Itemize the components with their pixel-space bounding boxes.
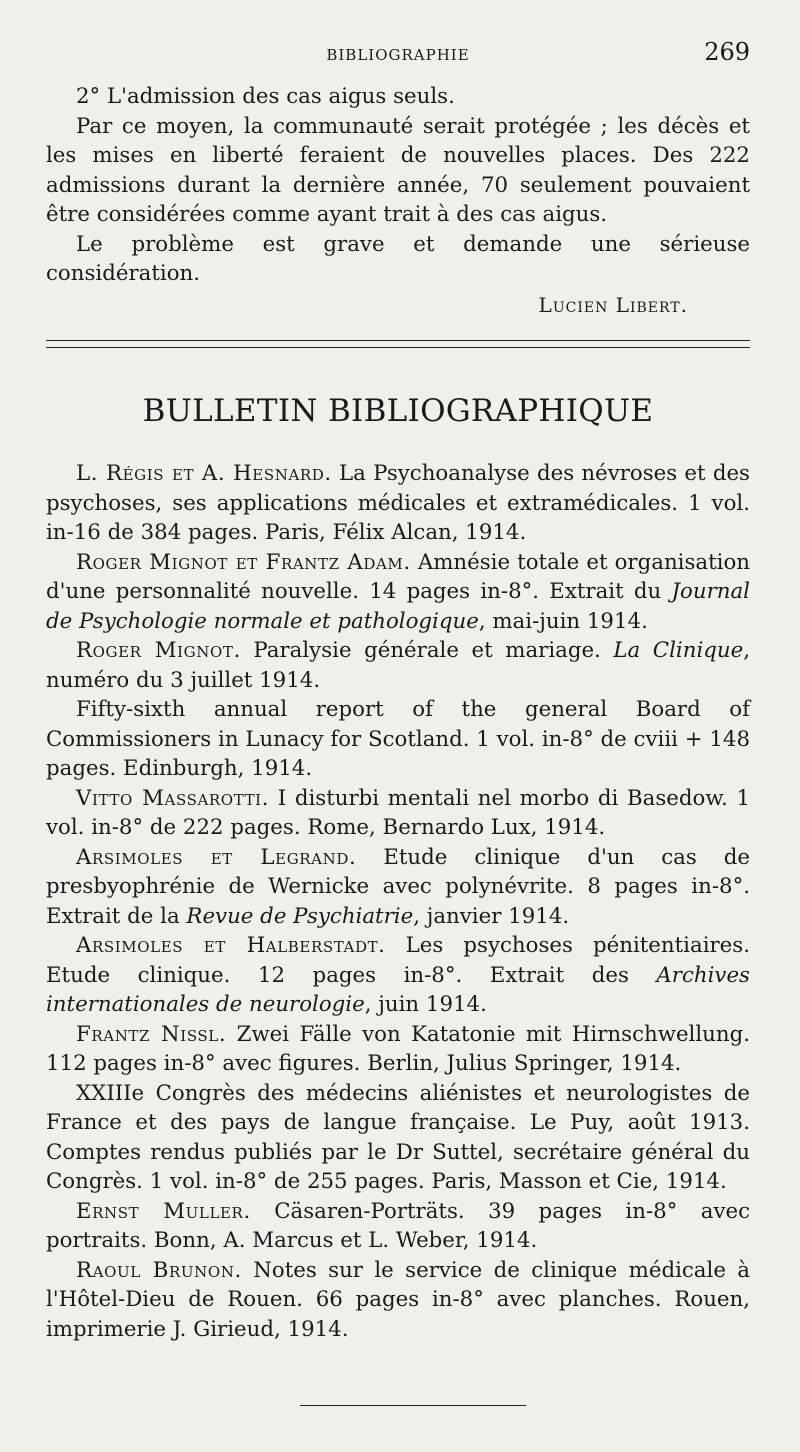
divider-top <box>46 340 750 341</box>
entry-text: Amnésie totale et organisation d'une personnalité nouvelle. 14 pages in-8°. Extrait du <box>46 549 750 604</box>
entry-author: Frantz Nissl. <box>76 1021 227 1047</box>
entry-journal: La Clinique <box>613 638 744 663</box>
entry-text: , juin 1914. <box>364 992 487 1017</box>
entry-text: Fifty-sixth annual report of the general Board of Commissioners in Lunacy for Scotland. 1 vol. in-8° de cviii + 148 pages. Edinburgh, 1914. <box>46 697 750 781</box>
bib-entry <box>46 695 750 784</box>
list-item-2: 2° L'admission des cas aigus seuls. <box>76 84 455 109</box>
continuation-text <box>46 82 750 320</box>
paragraph: Le problème est grave et demande une sérieuse considération. <box>46 231 750 286</box>
bib-entry <box>46 1020 750 1079</box>
entry-text: La Psychoanalyse des névroses et des psychoses, ses applications médicales et extramédicales. 1 vol. in-16 de 384 pages. Paris, Félix Alcan, 1914. <box>46 461 750 545</box>
entry-author: Roger Mignot et Frantz Adam. <box>76 549 411 575</box>
entry-text: Les psychoses pénitentiaires. Etude clinique. 12 pages in-8°. Extrait des <box>46 933 750 988</box>
bib-entry <box>46 1256 750 1345</box>
entry-text: , mai-juin 1914. <box>478 608 648 634</box>
entry-text: XXIIIe Congrès des médecins aliénistes et neurologistes de France et des pays de langue française. Le Puy, août 1913. Comptes rendus publiés par le Dr Suttel, secrétaire général du Congrès. 1 vol. in-8° de 255 pages. Paris, Masson et Cie, 1914. <box>46 1080 750 1194</box>
entry-text: Zwei Fälle von Katatonie mit Hirnschwellung. 112 pages in-8° avec figures. Berlin, Julius Springer, 1914. <box>46 1021 751 1076</box>
entry-text: , numéro du 3 juillet 1914. <box>46 638 750 693</box>
bib-entry <box>46 843 750 932</box>
entry-author: Arsimoles et Legrand. <box>76 844 357 870</box>
end-rule <box>300 1405 526 1406</box>
bib-entry <box>46 636 750 695</box>
entry-text: , janvier 1914. <box>413 903 570 929</box>
bib-entry <box>46 459 750 548</box>
paragraph: Par ce moyen, la communauté serait protégée ; les décès et les mises en liberté feraient de nouvelles places. Des 222 admissions durant la dernière année, 70 seulement pouvaient être considérées comme ayant trait à des cas aigus. <box>46 113 750 227</box>
entry-author: L. Régis et A. Hesnard. <box>76 461 332 486</box>
signature: Lucien Libert. <box>538 292 688 317</box>
divider-bottom <box>46 347 750 348</box>
entry-text: I disturbi mentali nel morbo di Basedow. 1 vol. in-8° de 222 pages. Rome, Bernardo Lux, 1914. <box>46 785 750 840</box>
running-head <box>46 38 750 70</box>
entry-author: Raoul Brunon. <box>76 1257 242 1283</box>
bib-entry <box>46 1079 750 1197</box>
bib-entry <box>46 1197 750 1256</box>
page-number: 269 <box>704 38 750 66</box>
entry-text: Notes sur le service de clinique médicale à l'Hôtel-Dieu de Rouen. 66 pages in-8° avec planches. Rouen, imprimerie J. Girieud, 1914. <box>46 1257 750 1342</box>
entry-journal: Archives internationales de neurologie <box>46 962 750 1017</box>
entry-author: Arsimoles et Halberstadt. <box>76 933 386 958</box>
entry-text: Cäsaren-Porträts. 39 pages in-8° avec portraits. Bonn, A. Marcus et L. Weber, 1914. <box>46 1198 751 1253</box>
entry-text: Etude clinique d'un cas de presbyophrénie de Wernicke avec polynévrite. 8 pages in-8°. Extrait de la <box>46 844 750 929</box>
entry-author: Ernst Muller. <box>76 1198 251 1224</box>
entry-author: Roger Mignot. <box>76 638 241 663</box>
bib-entry <box>46 931 750 1020</box>
entry-journal: Journal de Psychologie normale et pathologique <box>46 579 750 634</box>
entry-author: Vitto Massarotti. <box>76 785 270 811</box>
running-title: BIBLIOGRAPHIE <box>326 46 470 64</box>
bib-entry <box>46 548 750 637</box>
entry-journal: Revue de Psychiatrie <box>186 903 414 929</box>
bibliography-list <box>46 459 750 1344</box>
section-title: BULLETIN BIBLIOGRAPHIQUE <box>142 393 654 429</box>
bib-entry <box>46 784 750 843</box>
entry-text: Paralysie générale et mariage. <box>240 638 614 663</box>
